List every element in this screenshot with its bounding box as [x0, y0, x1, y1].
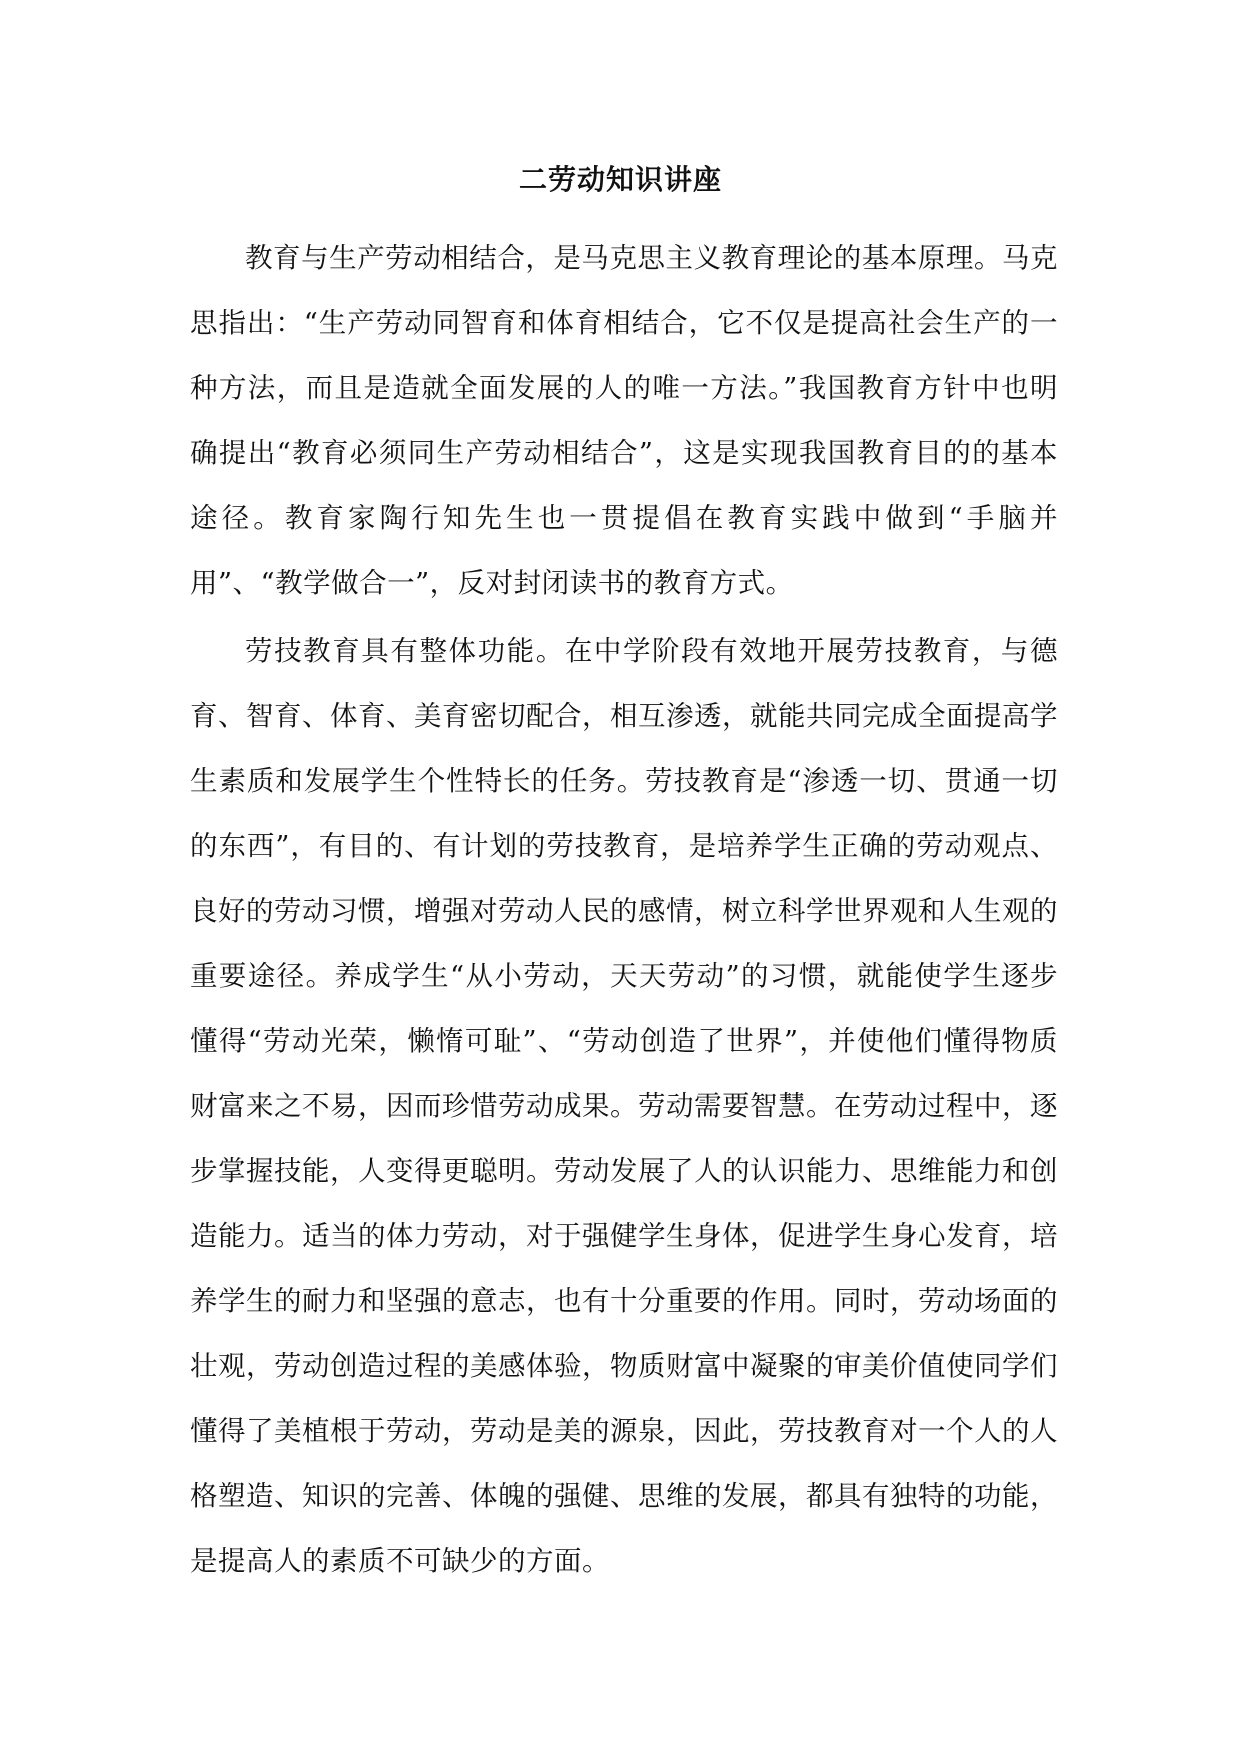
document-title: 二劳动知识讲座	[518, 163, 722, 196]
paragraph-2: 劳技教育具有整体功能。在中学阶段有效地开展劳技教育，与德育、智育、体育、美育密切配合，相互渗透，就能共同完成全面提高学生素质和发展学生个性特长的任务。劳技教育是“渗透一切、贯通一切的东西”，有目的、有计划的劳技教育，是培养学生正确的劳动观点、良好的劳动习惯，增强对劳动人民的感情，树立科学世界观和人生观的重要途径。养成学生“从小劳动，天天劳动”的习惯，就能使学生逐步懂得“劳动光荣，懒惰可耻”、“劳动创造了世界”，并使他们懂得物质财富来之不易，因而珍惜劳动成果。劳动需要智慧。在劳动过程中，逐步掌握技能，人变得更聪明。劳动发展了人的认识能力、思维能力和创造能力。适当的体力劳动，对于强健学生身体，促进学生身心发育，培养学生的耐力和坚强的意志，也有十分重要的作用。同时，劳动场面的壮观，劳动创造过程的美感体验，物质财富中凝聚的审美价值使同学们懂得了美植根于劳动，劳动是美的源泉，因此，劳技教育对一个人的人格塑造、知识的完善、体魄的强健、思维的发展，都具有独特的功能，是提高人的素质不可缺少的方面。	[190, 635, 1058, 1577]
document-body	[190, 226, 1058, 1594]
paragraph-1: 教育与生产劳动相结合，是马克思主义教育理论的基本原理。马克思指出：“生产劳动同智育和体育相结合，它不仅是提高社会生产的一种方法，而且是造就全面发展的人的唯一方法。”我国教育方针中也明确提出“教育必须同生产劳动相结合”，这是实现我国教育目的的基本途径。教育家陶行知先生也一贯提倡在教育实践中做到“手脑并用”、“教学做合一”，反对封闭读书的教育方式。	[190, 242, 1058, 599]
